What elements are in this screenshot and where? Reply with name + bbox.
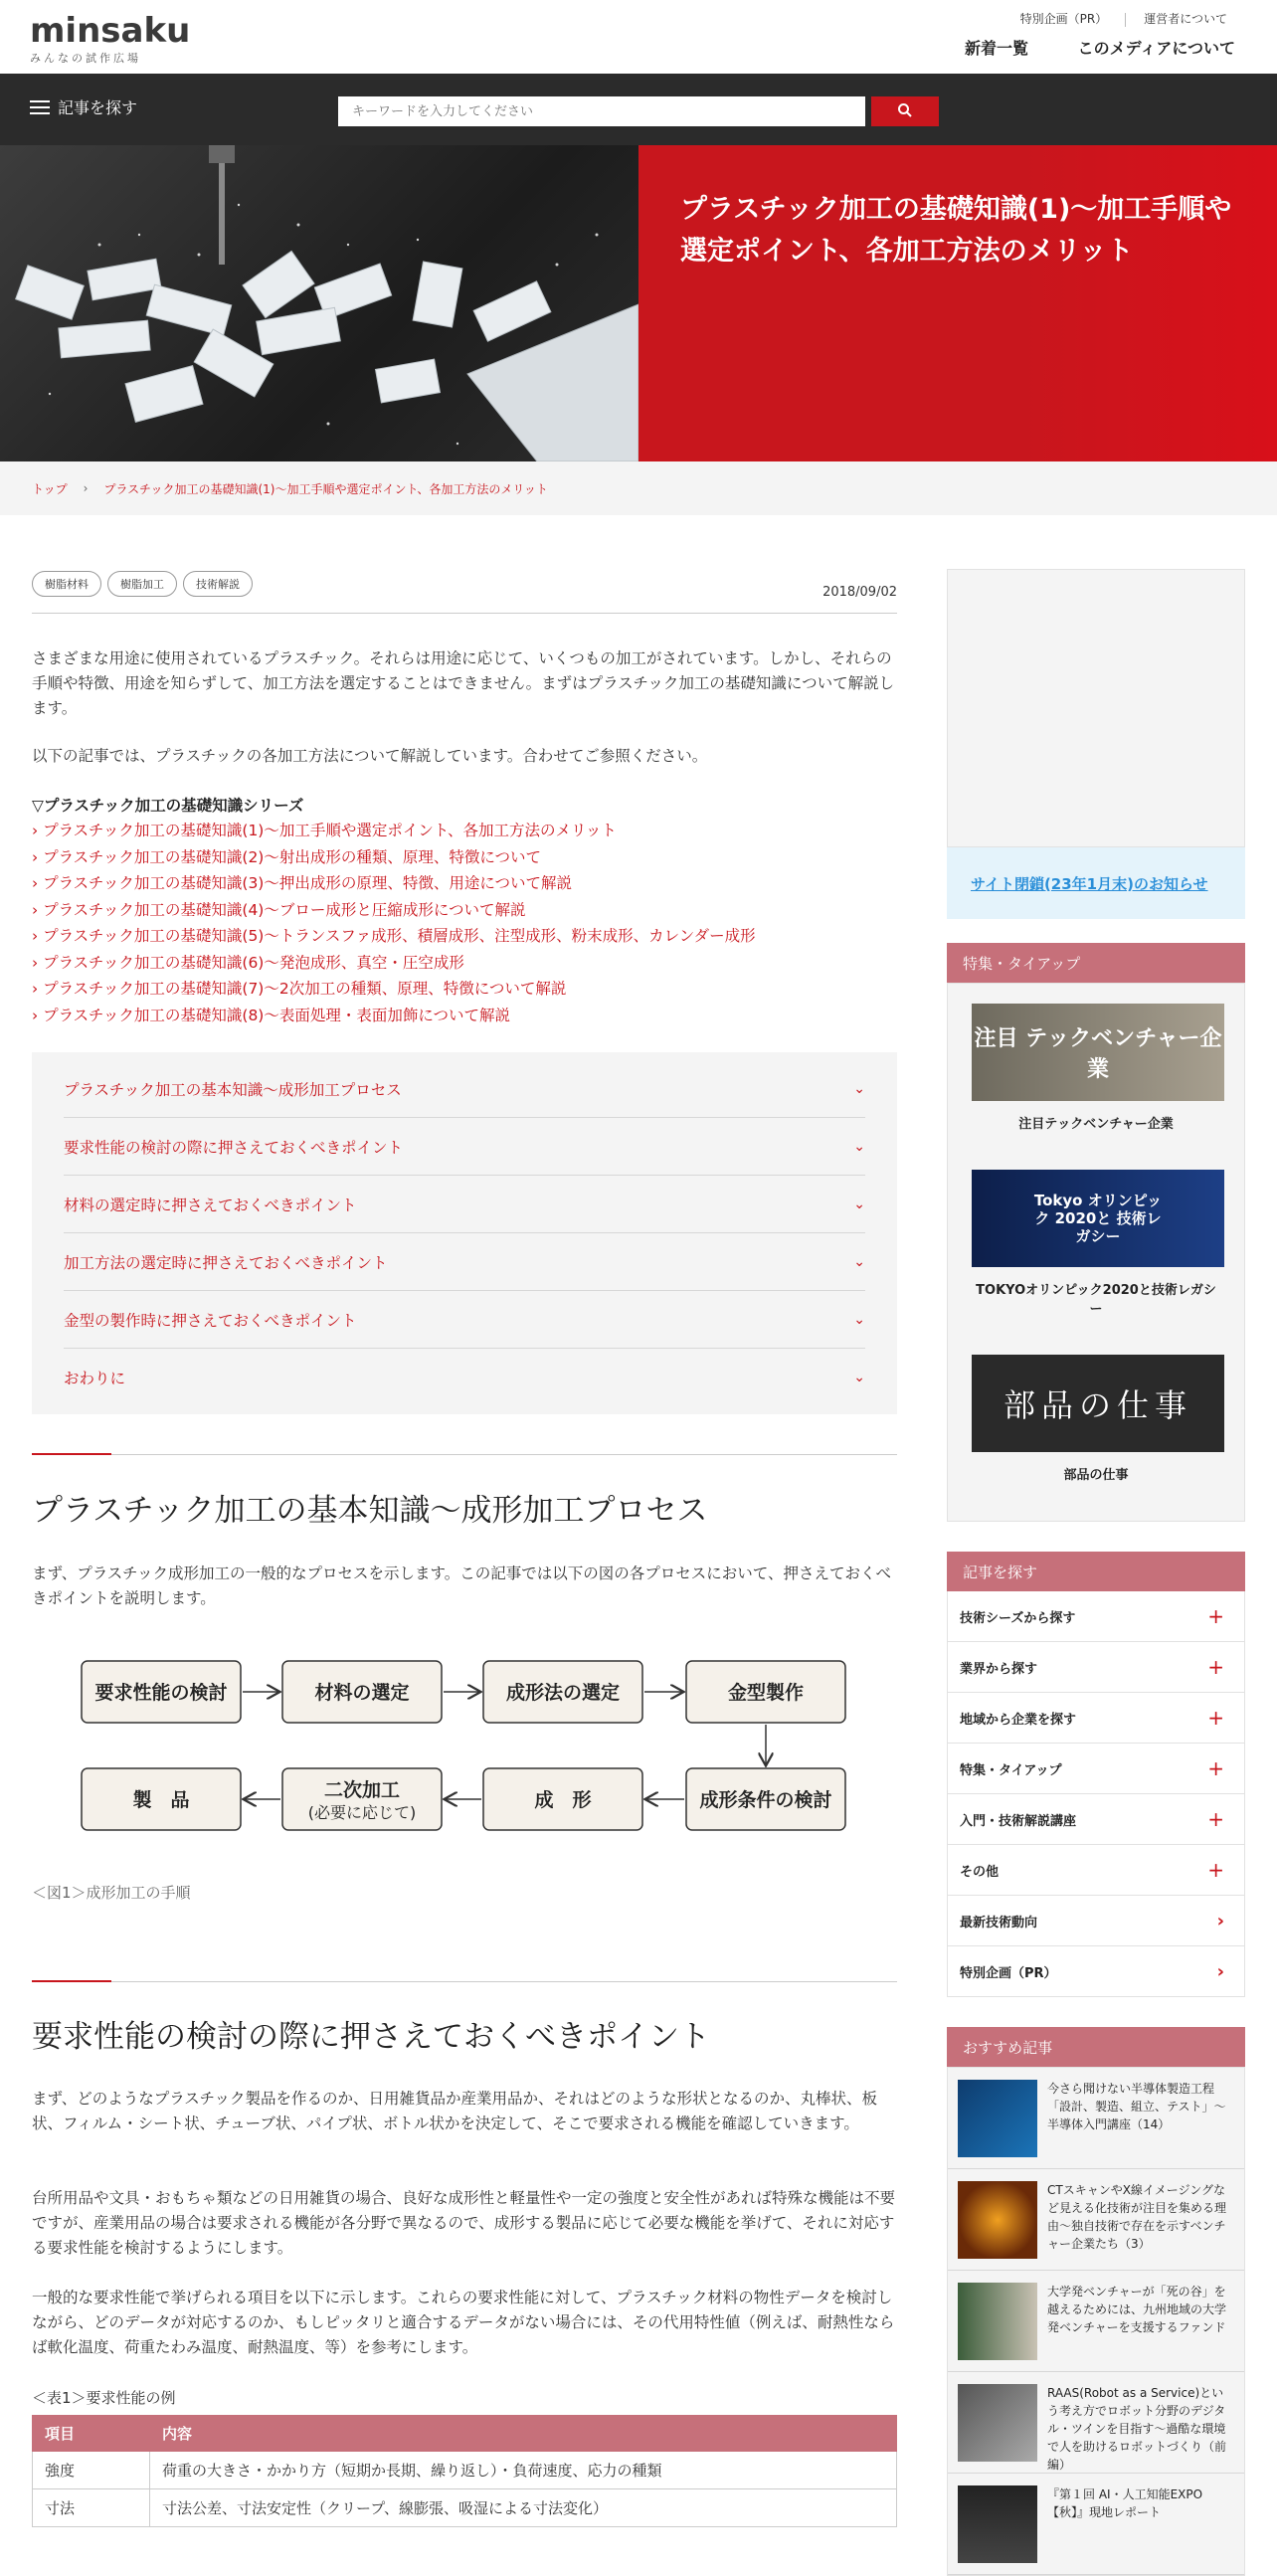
search-category-label: その他 (960, 1864, 1000, 1880)
series-link[interactable]: › プラスチック加工の基礎知識(7)～2次加工の種類、原理、特徴について解説 (32, 976, 756, 1003)
breadcrumb (0, 461, 1277, 515)
table-of-contents (32, 1052, 897, 1414)
table-header-row (33, 2416, 897, 2452)
chevron-right-icon: › (1216, 1960, 1224, 1982)
toc-label: 加工方法の選定時に押さえておくべきポイント (64, 1253, 388, 1272)
intro-paragraph: さまざまな用途に使用されているプラスチック。それらは用途に応じて、いくつもの加工がされています。しかし、それらの手順や特徴、用途を知らずして、加工方法を選定することはできません。まずはプラスチック加工の基礎知識について解説します。 (32, 649, 895, 717)
main-nav (921, 36, 1235, 59)
tag[interactable]: 樹脂加工 (107, 571, 177, 597)
sidebar-link-item[interactable] (947, 1946, 1245, 1997)
recommend-item[interactable] (948, 2474, 1244, 2575)
feature-banner: Tokyo オリンピック 2020と 技術レガシー (972, 1170, 1224, 1267)
hamburger-icon (30, 100, 50, 114)
tag[interactable]: 樹脂材料 (32, 571, 101, 597)
feature-item[interactable] (972, 1004, 1220, 1132)
recommend-list (947, 2067, 1245, 2576)
search-icon (897, 102, 913, 118)
flow-step-sublabel: (必要に応じて) (307, 1803, 417, 1822)
site-logo[interactable] (30, 11, 191, 66)
chevron-down-icon: ⌄ (853, 1311, 865, 1328)
hero-image (0, 145, 638, 461)
search-category-label: 業界から探す (960, 1661, 1038, 1677)
feature-label: 注目テックベンチャー企業 (1018, 1117, 1174, 1132)
toc-label: 材料の選定時に押さえておくべきポイント (64, 1196, 357, 1214)
section-divider (32, 1981, 897, 1982)
search-category-item[interactable] (947, 1693, 1245, 1744)
toc-label: プラスチック加工の基本知識～成形加工プロセス (64, 1080, 402, 1099)
search-category-item[interactable] (947, 1642, 1245, 1693)
toc-label: おわりに (64, 1370, 126, 1387)
feature-label: 部品の仕事 (1063, 1468, 1129, 1483)
flow-step-label: 要求性能の検討 (94, 1682, 228, 1704)
ad-space (947, 569, 1245, 847)
toc-item[interactable] (64, 1118, 865, 1176)
figure-caption: ＜図1＞成形加工の手順 (32, 1884, 191, 1902)
find-articles-menu-button[interactable] (30, 95, 137, 118)
section-heading: プラスチック加工の基本知識～成形加工プロセス (32, 1493, 708, 1529)
site-closure-notice-link[interactable]: サイト閉鎖(23年1月末)のお知らせ (947, 847, 1245, 919)
series-link[interactable]: › プラスチック加工の基礎知識(3)～押出成形の原理、特徴、用途について解説 (32, 870, 756, 897)
feature-banner: 部品の仕事 (972, 1355, 1224, 1452)
chevron-down-icon: ⌄ (853, 1080, 865, 1097)
chevron-right-icon: › (1216, 1910, 1224, 1932)
link-about-operator[interactable]: 運営者について (1144, 12, 1227, 26)
recommend-title: 大学発ベンチャーが「死の谷」を越えるためには、九州地域の大学発ベンチャーを支援するファンド (1047, 2285, 1227, 2334)
logo-subtitle: みんなの試作広場 (30, 52, 141, 65)
plus-icon: + (1207, 1655, 1224, 1679)
sidebar-link-item[interactable] (947, 1896, 1245, 1946)
link-special-pr[interactable]: 特別企画（PR） (1019, 12, 1108, 26)
toc-item[interactable] (64, 1349, 865, 1406)
search-category-item[interactable] (947, 1845, 1245, 1896)
table-cell: 強度 (33, 2452, 150, 2489)
search-category-label: 技術シーズから探す (960, 1610, 1076, 1626)
toc-label: 要求性能の検討の際に押さえておくべきポイント (64, 1138, 404, 1157)
recommend-thumbnail (958, 2384, 1037, 2462)
search-heading: 記事を探す (947, 1552, 1245, 1591)
chevron-down-icon: ⌄ (853, 1138, 865, 1155)
search-input[interactable] (338, 96, 865, 126)
recommend-heading: おすすめ記事 (947, 2027, 1245, 2067)
article-title: プラスチック加工の基礎知識(1)～加工手順や選定ポイント、各加工方法のメリット (680, 194, 1232, 267)
recommend-thumbnail (958, 2485, 1037, 2563)
recommend-thumbnail (958, 2080, 1037, 2157)
intro-paragraph-2: 以下の記事では、プラスチックの各加工方法について解説しています。合わせてご参照ください。 (32, 747, 708, 765)
search-category-item[interactable] (947, 1744, 1245, 1794)
flow-step-label: 成形法の選定 (505, 1682, 621, 1704)
table-cell: 寸法 (33, 2489, 150, 2527)
feature-label: TOKYOオリンピック2020と技術レガシー (976, 1283, 1216, 1317)
search-category-label: 地域から企業を探す (960, 1712, 1077, 1728)
sidebar-link-label: 最新技術動向 (960, 1915, 1038, 1931)
process-flow-diagram (80, 1659, 895, 1858)
plus-icon: + (1207, 1706, 1224, 1730)
recommend-title: 『第１回 AI・人工知能EXPO【秋】』現地レポート (1047, 2487, 1203, 2519)
flow-step-label: 金型製作 (727, 1682, 805, 1704)
search-category-label: 特集・タイアップ (960, 1762, 1062, 1778)
recommend-title: RAAS(Robot as a Service)という考え方でロボット分野のデジタル・ツインを目指す〜過酷な環境で人を助けるロボットづくり（前編） (1047, 2386, 1227, 2472)
flow-step-label: 成 形 (534, 1789, 592, 1811)
table-cell: 寸法公差、寸法安定性（クリープ、線膨張、吸湿による寸法変化） (150, 2489, 897, 2527)
plus-icon: + (1207, 1604, 1224, 1628)
breadcrumb-home[interactable]: トップ (32, 481, 68, 496)
nav-new-list[interactable]: 新着一覧 (965, 39, 1029, 58)
search-bar (0, 74, 1277, 145)
section-divider (32, 1454, 897, 1455)
hero-title-box (638, 145, 1277, 461)
recommend-thumbnail (958, 2181, 1037, 2259)
recommend-item[interactable] (948, 2271, 1244, 2372)
plus-icon: + (1207, 1807, 1224, 1831)
recommend-title: CTスキャンやX線イメージングなど見える化技術が注目を集める理由〜独自技術で存在を示すベンチャー企業たち（3） (1047, 2183, 1227, 2251)
table-cell: 荷重の大きさ・かかり方（短期か長期、繰り返し）・負荷速度、応力の種類 (150, 2452, 897, 2489)
flow-step-label: 材料の選定 (314, 1682, 410, 1704)
menu-label: 記事を探す (58, 98, 138, 117)
tag[interactable]: 技術解説 (183, 571, 253, 597)
toc-label: 金型の製作時に押さえておくべきポイント (64, 1311, 357, 1330)
recommend-thumbnail (958, 2283, 1037, 2360)
toc-item[interactable] (64, 1060, 865, 1118)
feature-item[interactable] (972, 1355, 1220, 1483)
section-paragraph: まず、プラスチック成形加工の一般的なプロセスを示します。この記事では以下の図の各プロセスにおいて、押さえておくべきポイントを説明します。 (32, 1564, 891, 1607)
feature-banner: 注目 テックベンチャー企業 (972, 1004, 1224, 1101)
plus-icon: + (1207, 1858, 1224, 1882)
chevron-right-icon: › (83, 481, 89, 495)
breadcrumb-current[interactable]: プラスチック加工の基礎知識(1)～加工手順や選定ポイント、各加工方法のメリット (103, 481, 548, 496)
top-links (1003, 10, 1227, 27)
section-paragraph: 一般的な要求性能で挙げられる項目を以下に示します。これらの要求性能に対して、プラスチック材料の物性データを検討しながら、どのデータが対応するのか、もしピッタリと適合するデータがない場合には、その代用特性値（例えば、耐熱性ならば軟化温度、荷重たわみ温度、耐熱温度、等）を参考にします。 (32, 2289, 895, 2356)
feature-panel (947, 983, 1245, 1522)
feature-heading: 特集・タイアップ (947, 943, 1245, 983)
feature-item[interactable] (972, 1170, 1220, 1317)
toc-item[interactable] (64, 1291, 865, 1349)
plastic-blocks-photo (0, 145, 638, 461)
series-link[interactable]: › プラスチック加工の基礎知識(4)～ブロー成形と圧縮成形について解説 (32, 897, 756, 924)
search-category-label: 入門・技術解説講座 (960, 1813, 1077, 1829)
series-link[interactable]: › プラスチック加工の基礎知識(6)～発泡成形、真空・圧空成形 (32, 950, 756, 977)
search-category-item[interactable] (947, 1591, 1245, 1642)
flow-step-label: 製 品 (132, 1789, 190, 1811)
recommend-item[interactable] (948, 2372, 1244, 2474)
toc-item[interactable] (64, 1176, 865, 1233)
recommend-title: 今さら聞けない半導体製造工程「設計、製造、組立、テスト」〜半導体入門講座（14） (1047, 2082, 1226, 2131)
series-list (32, 818, 756, 1028)
flow-step-label: 成形条件の検討 (699, 1789, 832, 1811)
chevron-down-icon: ⌄ (853, 1370, 865, 1385)
divider (32, 613, 897, 614)
tag-list (32, 571, 259, 597)
top-header (0, 0, 1277, 74)
publish-date: 2018/09/02 (822, 585, 897, 600)
toc-item[interactable] (64, 1233, 865, 1291)
section-paragraph: 台所用品や文具・おもちゃ類などの日用雑貨の場合、良好な成形性と軽量性や一定の強度と安全性があれば特殊な機能は不要ですが、産業用品の場合は要求される機能が各分野で異なるので、成形する製品に応じて必要な機能を挙げて、それに対応する要求性能を検討するようにします。 (32, 2189, 896, 2257)
recommend-item[interactable] (948, 2169, 1244, 2271)
sidebar (947, 569, 1245, 2576)
table-header: 項目 (33, 2416, 150, 2452)
section-paragraph: まず、どのようなプラスチック製品を作るのか、日用雑貨品か産業用品か、それはどのような形状となるのか、丸棒状、板状、フィルム・シート状、チューブ状、パイプ状、ボトル状かを決定して、そこで要求される機能を確認していきます。 (32, 2090, 878, 2132)
flow-step-label: 二次加工 (323, 1779, 401, 1801)
plus-icon: + (1207, 1756, 1224, 1780)
hero (0, 145, 1277, 461)
chevron-down-icon: ⌄ (853, 1253, 865, 1270)
nav-about-media[interactable]: このメディアについて (1077, 39, 1235, 58)
requirements-table (32, 2415, 897, 2527)
sidebar-link-label: 特別企画（PR） (960, 1965, 1057, 1981)
logo-text: minsaku (30, 11, 191, 51)
table-row (33, 2489, 897, 2527)
series-link[interactable]: › プラスチック加工の基礎知識(5)～トランスファ成形、積層成形、注型成形、粉末成形、カレンダー成形 (32, 923, 756, 950)
search-category-item[interactable] (947, 1794, 1245, 1845)
series-title: ▽プラスチック加工の基礎知識シリーズ (32, 797, 304, 815)
search-button[interactable] (871, 96, 939, 126)
series-link[interactable]: › プラスチック加工の基礎知識(8)〜表面処理・表面加飾について解説 (32, 1003, 756, 1029)
divider (1125, 13, 1126, 27)
table-header: 内容 (150, 2416, 897, 2452)
table-row (33, 2452, 897, 2489)
table-caption: ＜表1＞要求性能の例 (32, 2389, 176, 2407)
recommend-item[interactable] (948, 2068, 1244, 2169)
series-link[interactable]: › プラスチック加工の基礎知識(1)～加工手順や選定ポイント、各加工方法のメリット (32, 818, 756, 844)
chevron-down-icon: ⌄ (853, 1196, 865, 1212)
series-link[interactable]: › プラスチック加工の基礎知識(2)～射出成形の種類、原理、特徴について (32, 844, 756, 871)
section-heading: 要求性能の検討の際に押さえておくべきポイント (32, 2019, 710, 2055)
